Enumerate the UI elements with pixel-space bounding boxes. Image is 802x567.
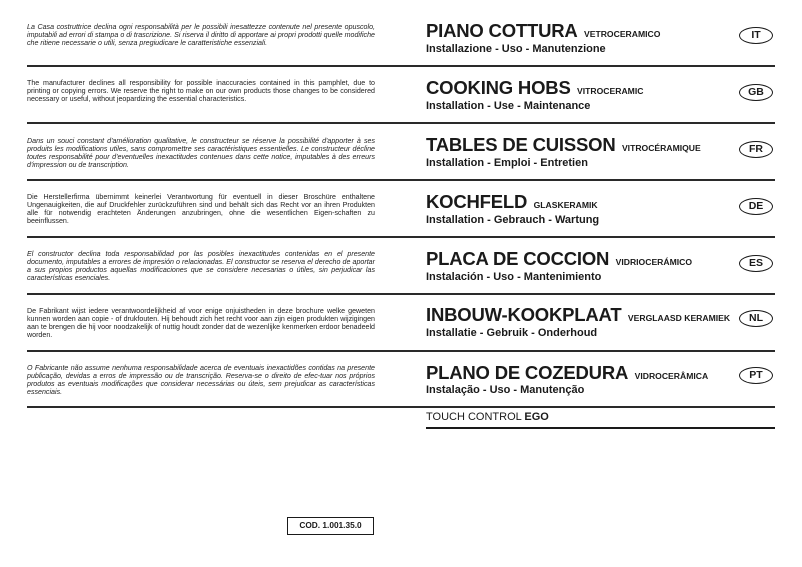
disclaimer-nl: De Fabrikant wijst iedere verantwoordelijkheid af voor enige onjuistheden in deze brochure welke geweten kunnen worden aan copie - of drukfouten. Hij behoudt zich het recht voor aan zijn eigen produkten wijzigingen aan te brengen die hij voor noodzakelijk of nuttig houdt zonder dat de wezenlijke kenmerken erdoor benadeeld worden. (27, 307, 375, 339)
product-type-fr: VITROCÉRAMIQUE (621, 143, 701, 153)
heading-nl (426, 304, 730, 326)
heading-it (426, 20, 660, 42)
product-subtitle-nl: Installatie - Gebruik - Onderhoud (426, 327, 598, 339)
disclaimer-es: El constructor declina toda responsabilidad por las posibles inexactitudes contenidas en el presente documento, imputables a errores de impresión o relacionadas. El constructor se reserva el derecho de aportar a sus propios productos aquellas modificaciones que se considere necesarias o útiles, sin perjudicar las características esenciales. (27, 250, 375, 282)
product-subtitle-pt: Instalação - Uso - Manutenção (426, 384, 585, 396)
language-badge-it: IT (739, 27, 773, 44)
touch-control-label (426, 411, 775, 429)
disclaimer-gb: The manufacturer declines all responsibility for possible inaccuracies contained in this pamphlet, due to printing or copying errors. We reserve the right to make on our own products those changes to be considered necessary or useful, without jeopardizing the essential characteristics. (27, 79, 375, 103)
disclaimer-fr: Dans un souci constant d'amélioration qualitative, le constructeur se réserve la possibilité d'apporter à ses produits les modifications utiles, sans compromettre ses caractéristiques essentielles. Le constructeur décline toutes responsabilité pour d'eventuelles inexactitudes contenues dans cette notice, imputables à des erreurs d'impression ou de transcription. (27, 137, 375, 169)
touch-control-text: TOUCH CONTROL (426, 411, 522, 423)
disclaimer-pt: O Fabricante não assume nenhuma responsabilidade acerca de eventuais inexactidões contidas na presente publicação, devidas a erros de impressão ou de transcrição. Reserva-se o direito de efec-tuar nos próprios produtos as eventuais modificações que considerar necessárias ou úteis, sem prejudicar as características essenciais. (27, 364, 375, 396)
product-type-nl: VERGLAASD KERAMIEK (627, 313, 731, 323)
section-pt (27, 352, 775, 408)
section-gb (27, 67, 775, 124)
product-code-box: COD. 1.001.35.0 (287, 517, 374, 535)
heading-pt (426, 362, 708, 384)
disclaimer-de: Die Herstellerfirma übernimmt keinerlei Verantwortung für eventuell in dieser Broschüre enthaltene Ungenauigkeiten, die auf Druckfehler zurückzuführen sind und behält sich das Recht vor an ihren Produkten alle für notwendig erachteten Änderungen anzubringen, ohne die wesentlichen Eigen-schaften zu beeinflussen. (27, 193, 375, 225)
section-nl (27, 295, 775, 352)
section-de (27, 181, 775, 238)
section-es (27, 238, 775, 295)
language-badge-pt: PT (739, 367, 773, 384)
product-title-pt: PLANO DE COZEDURA (426, 362, 629, 383)
language-badge-de: DE (739, 198, 773, 215)
heading-de (426, 191, 598, 213)
language-badge-nl: NL (739, 310, 773, 327)
heading-es (426, 248, 692, 270)
touch-control-brand: EGO (524, 411, 549, 423)
product-title-de: KOCHFELD (426, 191, 528, 212)
product-title-gb: COOKING HOBS (426, 77, 571, 98)
disclaimer-it: La Casa costruttrice declina ogni responsabilità per le possibili inesattezze contenute nel presente opuscolo, imputabili ad errori di stampa o di trascrizione. Si riserva il diritto di apportare ai propri prodotti quelle modifiche che ritiene necessarie o utili, senza pregiudicare le caratteristiche essenziali. (27, 23, 375, 47)
heading-gb (426, 77, 643, 99)
language-badge-es: ES (739, 255, 773, 272)
language-badge-gb: GB (739, 84, 773, 101)
product-title-nl: INBOUW-KOOKPLAAT (426, 304, 622, 325)
section-fr (27, 124, 775, 181)
section-it (27, 10, 775, 67)
product-subtitle-gb: Installation - Use - Maintenance (426, 100, 591, 112)
product-subtitle-fr: Installation - Emploi - Entretien (426, 157, 588, 169)
heading-fr (426, 134, 701, 156)
product-subtitle-de: Installation - Gebrauch - Wartung (426, 214, 600, 226)
product-title-es: PLACA DE COCCION (426, 248, 610, 269)
product-type-it: VETROCERAMICO (584, 29, 661, 39)
product-title-fr: TABLES DE CUISSON (426, 134, 616, 155)
product-subtitle-it: Installazione - Uso - Manutenzione (426, 43, 606, 55)
product-type-pt: VIDROCERÂMICA (634, 371, 709, 381)
language-badge-fr: FR (739, 141, 773, 158)
product-subtitle-es: Instalación - Uso - Mantenimiento (426, 271, 602, 283)
product-type-gb: VITROCERAMIC (577, 86, 644, 96)
product-title-it: PIANO COTTURA (426, 20, 578, 41)
product-type-es: VIDRIOCERÁMICO (615, 257, 693, 267)
product-type-de: GLASKERAMIK (533, 200, 598, 210)
